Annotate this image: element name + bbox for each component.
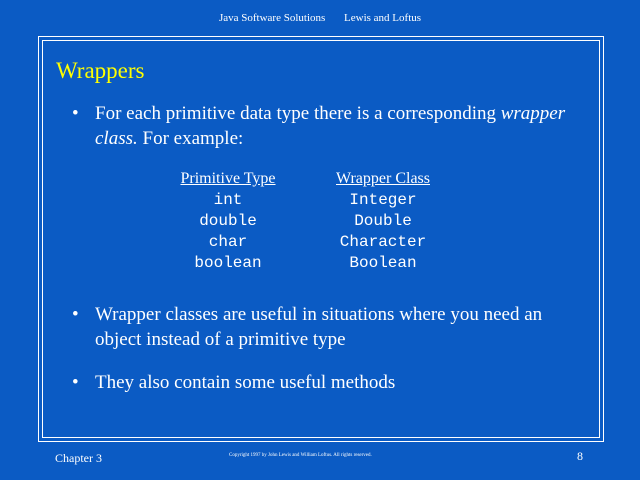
authors: Lewis and Loftus — [344, 12, 422, 24]
slide-title: Wrappers — [56, 58, 145, 83]
wrapper-class-cell: Double — [354, 212, 412, 230]
wrapper-class-cell: Integer — [349, 191, 417, 209]
bullet-text: Wrapper classes are useful in situations where you need an object instead of a primitive type — [95, 304, 543, 350]
bullet-text: For each primitive data type there is a corresponding wrapper class. For example: — [95, 103, 566, 149]
primitive-type-cell: char — [208, 233, 248, 251]
bullet-dot: • — [72, 372, 79, 393]
wrapper-class-emphasis: wrapper class. — [95, 103, 566, 149]
primitive-type-cell: int — [213, 191, 243, 209]
bullet-useful-situations — [72, 302, 582, 352]
book-title: Java Software Solutions — [218, 12, 326, 24]
slide-header — [0, 12, 640, 24]
wrapper-class-cell: Boolean — [349, 254, 417, 272]
wrapper-class-cell: Character — [339, 233, 427, 251]
bullet-dot: • — [72, 304, 79, 325]
chapter-label: Chapter 3 — [55, 451, 102, 465]
wrapper-class-header: Wrapper Class — [336, 170, 430, 187]
page-number: 8 — [577, 449, 583, 463]
wrapper-class-column — [323, 170, 443, 274]
bullet-text: They also contain some useful methods — [95, 372, 396, 393]
copyright-notice: Copyright 1997 by John Lewis and William Loftus. All rights reserved. — [229, 453, 372, 458]
primitive-type-cell: double — [199, 212, 257, 230]
bullet-wrapper-class — [72, 101, 582, 151]
primitive-type-header: Primitive Type — [180, 170, 276, 187]
bullet-dot: • — [72, 103, 79, 124]
primitive-type-cell: boolean — [194, 254, 262, 272]
primitive-type-column — [168, 170, 288, 274]
bullet-useful-methods — [72, 370, 582, 395]
